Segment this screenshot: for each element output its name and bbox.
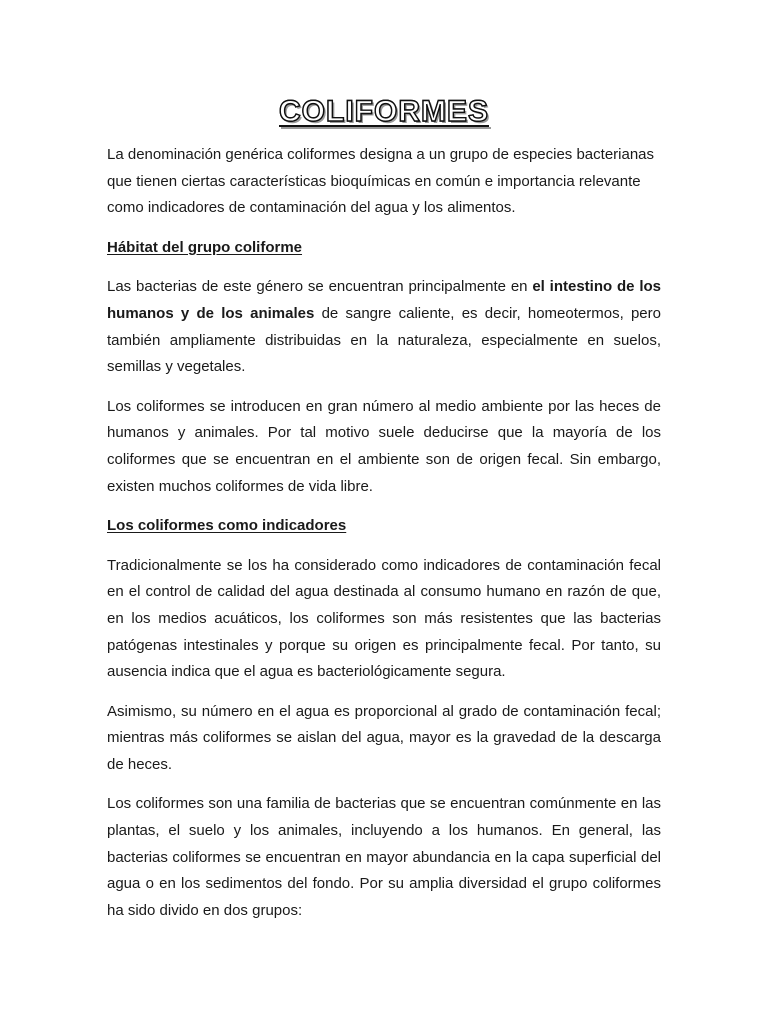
indicators-paragraph-1: Tradicionalmente se los ha considerado como indicadores de contaminación fecal en el control de calidad del agua destinada al consumo humano en razón de que, en los medios acuáticos, los coliformes son más resistentes que las bacterias patógenas intestinales y porque su origen es principalmente fecal. Por tanto, su ausencia indica que el agua es bacteriológicamente segura.	[107, 556, 661, 681]
intro-paragraph: La denominación genérica coliformes designa a un grupo de especies bacterianas que tienen ciertas características bioquímicas en común e importancia relevante como indicadores de contaminación del agua y los alimentos.	[107, 146, 655, 217]
habitat-paragraph-1-end: de sangre caliente, es decir, homeotermos, pero también ampliamente distribuidas en la naturaleza, especialmente en suelos, semillas y vegetales.	[107, 304, 661, 376]
indicators-paragraph-2: Asimismo, su número en el agua es proporcional al grado de contaminación fecal; mientras más coliformes se aislan del agua, mayor es la gravedad de la descarga de heces.	[107, 702, 661, 773]
indicators-paragraph-3: Los coliformes son una familia de bacterias que se encuentran comúnmente en las plantas, el suelo y los animales, incluyendo a los humanos. En general, las bacterias coliformes se encuentran en mayor abundancia en la capa superficial del agua o en los sedimentos del fondo. Por su amplia diversidad el grupo coliformes ha sido divido en dos grupos:	[107, 795, 661, 919]
habitat-paragraph-1-start: Las bacterias de este género se encuentran principalmente en	[107, 278, 533, 296]
document-title	[107, 94, 661, 130]
document-title-text: COLIFORMES	[279, 95, 489, 128]
habitat-paragraph-1	[107, 274, 661, 380]
indicators-heading: Los coliformes como indicadores	[107, 517, 347, 535]
habitat-paragraph-2: Los coliformes se introducen en gran número al medio ambiente por las heces de humanos y animales. Por tal motivo suele deducirse que la mayoría de los coliformes que se encuentran en el ambiente son de origen fecal. Sin embargo, existen muchos coliformes de vida libre.	[107, 397, 661, 495]
habitat-paragraph-1-bold: el intestino de los humanos y de los animales	[107, 278, 661, 322]
habitat-heading: Hábitat del grupo coliforme	[107, 238, 303, 256]
